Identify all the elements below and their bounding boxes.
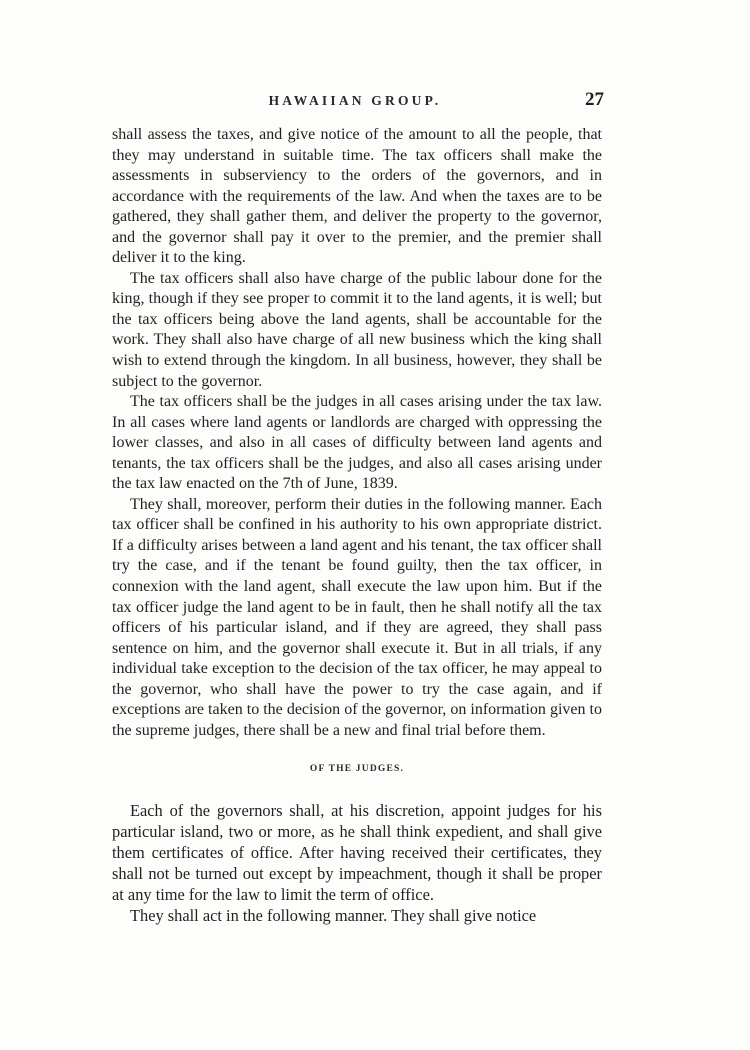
paragraph-public-labour: The tax officers shall also have charge of the public labour done for the king, though if they see proper to commit it to the land agents, it is well; but the tax officers being above the land agents, shall be accountable for the work. They shall also have charge of all new business which the king shall wish to extend through the kingdom. In all business, however, they shall be subject to the governor. — [112, 269, 602, 390]
paragraph-tax-judges: The tax officers shall be the judges in all cases arising under the tax law. In all cases where land agents or landlords are charged with oppressing the lower classes, and also in all cases of difficulty between land agents and tenants, the tax officers shall be the judges, and also all cases arising under the tax law enacted on the 7th of June, 1839. — [112, 393, 602, 493]
running-title: HAWAIIAN GROUP. — [268, 93, 442, 108]
page-number: 27 — [585, 89, 604, 110]
page-body — [112, 125, 602, 926]
paragraph-continued: shall assess the taxes, and give notice of the amount to all the people, that they may understand in suitable time. The tax officers shall make the assessments in subserviency to the orders of the governors, and in accordance with the requirements of the law. And when the taxes are to be gathered, they shall gather them, and deliver the property to the governor, and the governor shall pay it over to the premier, and the premier shall deliver it to the king. — [112, 126, 602, 267]
paragraph-duties: They shall, moreover, perform their duties in the following manner. Each tax officer shall be confined in his authority to his own appropriate district. If a difficulty arises between a land agent and his tenant, the tax officer shall try the case, and if the tenant be found guilty, then the tax officer, in connexion with the land agent, shall execute the law upon him. But if the tax officer judge the land agent to be in fault, then he shall notify all the tax officers of his particular island, and if they are agreed, they shall pass sentence on him, and the governor shall execute it. But in all trials, if any individual take exception to the decision of the tax officer, he may appeal to the governor, who shall have the power to try the case again, and if exceptions are taken to the decision of the governor, on information given to the supreme judges, there shall be a new and final trial before them. — [112, 495, 602, 739]
paragraph-judges-manner: They shall act in the following manner. They shall give notice — [130, 905, 537, 925]
section-heading: OF THE JUDGES. — [309, 764, 405, 775]
paragraph-appoint-judges: Each of the governors shall, at his discretion, appoint judges for his particular island, two or more, as he shall think expedient, and shall give them certificates of office. After having received their certificates, they shall not be turned out except by impeachment, though it shall be proper at any time for the law to limit the term of office. — [112, 800, 602, 904]
running-head — [110, 89, 604, 115]
